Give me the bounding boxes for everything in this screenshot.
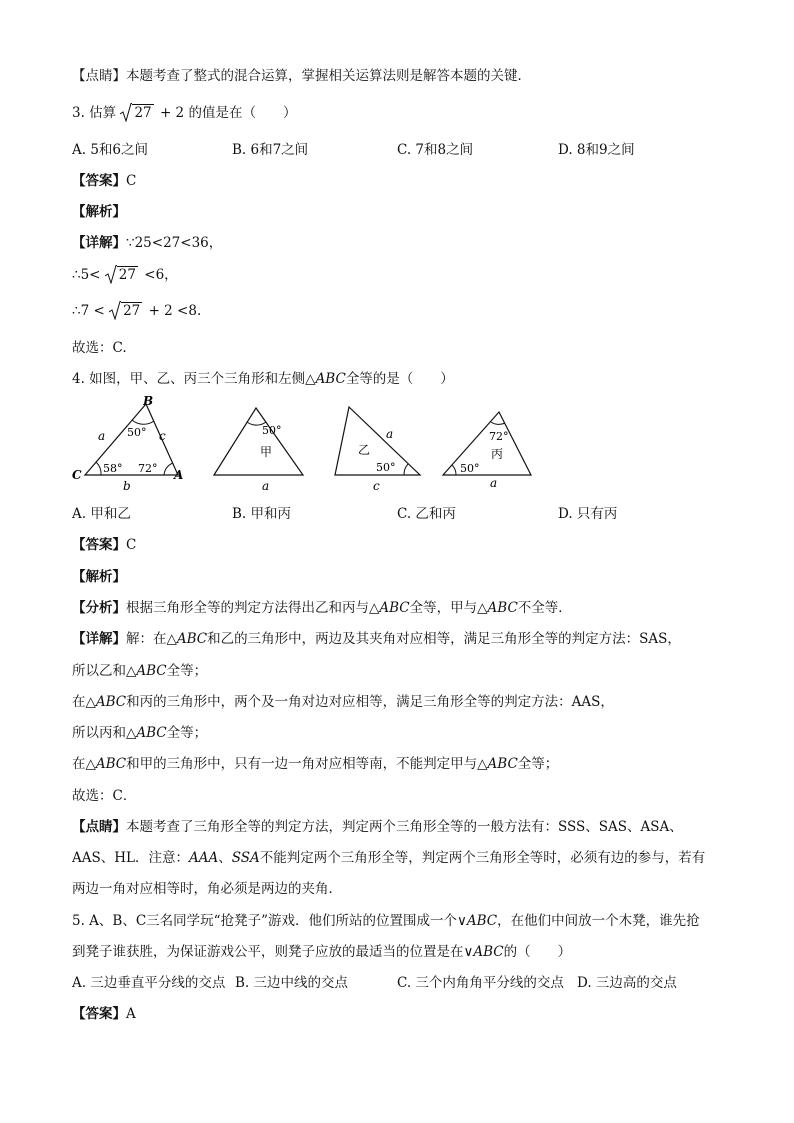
- q5-text: ，在他们中间放一个木凳，谁先抢: [497, 913, 700, 929]
- detail-text: 全等；: [166, 663, 208, 679]
- question-4: [72, 370, 454, 388]
- vertex-a-label: A: [174, 468, 184, 482]
- detail-text: ∵25<27<36，: [126, 235, 223, 251]
- fenxi-label: 【分析】: [72, 600, 126, 616]
- triangle-name: ABC: [487, 756, 518, 772]
- q3-option-d: D. 8和9之间: [558, 142, 635, 158]
- radical-sign-icon: [109, 301, 121, 320]
- yi-side-c-label: c: [373, 479, 380, 493]
- radical-sign-icon: [120, 103, 132, 122]
- bing-name: 丙: [491, 447, 504, 461]
- detail-text: 和乙的三角形中，两边及其夹角对应相等，满足三角形全等的判定方法：SAS，: [207, 631, 681, 647]
- q4-fenxi: [72, 599, 572, 617]
- q4-analysis-label: [72, 568, 126, 586]
- q5-option-d: D. 三边高的交点: [577, 975, 677, 991]
- triangle-bing: [443, 412, 531, 490]
- dianjing-text: SSA: [231, 850, 260, 866]
- q4-option-a: A. 甲和乙: [72, 506, 131, 522]
- q5-option-c: C. 三个内角角平分线的交点: [397, 975, 564, 991]
- q3-detail-3: [72, 302, 201, 320]
- dianjing-text: 不能判定两个三角形全等，判定两个三角形全等时，必须有边的参与，若有: [259, 850, 706, 866]
- triangles-figure: [0, 390, 794, 500]
- bing-angle-left-label: 50°: [460, 462, 480, 475]
- q4-detail-3: [72, 693, 614, 711]
- analysis-label: 【解析】: [72, 569, 126, 585]
- q3-option-c: C. 7和8之间: [397, 142, 474, 158]
- q3-option-a: A. 5和6之间: [72, 142, 149, 158]
- fenxi-text: 根据三角形全等的判定方法得出乙和丙与△: [126, 600, 380, 616]
- detail-text: 在△: [72, 756, 96, 772]
- triangle-name: ∨ABC: [456, 913, 498, 929]
- yi-name: 乙: [358, 443, 371, 457]
- dianjing-text: 【点睛】本题考查了整式的混合运算，掌握相关运算法则是解答本题的关键．: [72, 68, 531, 84]
- detail-text: ∴7 <: [72, 303, 105, 319]
- angle-b-label: 50°: [127, 426, 147, 439]
- angle-a-label: 72°: [138, 462, 158, 475]
- vertex-c-label: C: [72, 468, 82, 482]
- q4-detail-2: [72, 662, 207, 680]
- q4-detail-5: [72, 755, 558, 773]
- q5-option-a: A. 三边垂直平分线的交点: [72, 975, 226, 991]
- q3-selection: 故选：C.: [72, 340, 127, 356]
- triangle-jia: [214, 408, 303, 493]
- q4-option-c: C. 乙和丙: [397, 506, 456, 522]
- answer-value: C: [126, 537, 137, 553]
- question-5-line-1: [72, 912, 700, 930]
- q5-text: 到凳子谁获胜，为保证游戏公平，则凳子应放的最适当的位置是在: [72, 944, 464, 960]
- q4-text: 4. 如图，甲、乙、丙三个三角形和左侧△: [72, 371, 316, 387]
- q3-analysis-label: [72, 203, 126, 221]
- q4-selection: 故选：C．: [72, 788, 137, 804]
- q4-text: 全等的是（ ）: [345, 371, 454, 387]
- sqrt-expression: [120, 104, 153, 122]
- fenxi-text: 全等，甲与△: [409, 600, 488, 616]
- q4-option-b: B. 甲和丙: [232, 506, 292, 522]
- side-b-label: b: [123, 479, 131, 493]
- q3-suffix: 的值是在（ ）: [188, 105, 297, 121]
- detail-label: 【详解】: [72, 631, 126, 647]
- q3-prefix: 3. 估算: [72, 105, 117, 121]
- note-line: [72, 67, 531, 85]
- triangle-name: ABC: [487, 600, 518, 616]
- q4-dianjing-1: [72, 818, 683, 836]
- detail-text: 和丙的三角形中，两个及一角对边对应相等，满足三角形全等的判定方法：AAS，: [126, 694, 614, 710]
- side-c-label: c: [159, 429, 166, 443]
- dianjing-text: AAA: [189, 850, 219, 866]
- answer-value: C: [126, 173, 137, 189]
- triangle-name: ABC: [379, 600, 410, 616]
- triangle-name: ABC: [136, 663, 167, 679]
- q3-detail-2: [72, 266, 178, 284]
- answer-label: 【答案】: [72, 537, 126, 553]
- q5-answer: [72, 1005, 136, 1023]
- angle-c-label: 58°: [103, 462, 123, 475]
- detail-text: 和甲的三角形中，只有一边一角对应相等南，不能判定甲与△: [126, 756, 488, 772]
- q5-option-b: B. 三边中线的交点: [235, 975, 349, 991]
- jia-angle-label: 50°: [262, 424, 282, 437]
- fenxi-text: 不全等．: [517, 600, 572, 616]
- triangle-name: ABC: [315, 371, 346, 387]
- detail-text: 在△: [72, 694, 96, 710]
- yi-side-a-label: a: [386, 427, 394, 441]
- analysis-label: 【解析】: [72, 204, 126, 220]
- jia-side-label: a: [262, 479, 270, 493]
- detail-text: 所以丙和△: [72, 725, 137, 741]
- side-a-label: a: [98, 429, 106, 443]
- radicand: 27: [118, 267, 136, 283]
- answer-label: 【答案】: [72, 173, 126, 189]
- dianjing-label: 【点睛】: [72, 819, 126, 835]
- triangle-yi: [335, 407, 420, 493]
- sqrt-expression: [105, 266, 138, 284]
- q4-dianjing-2: [72, 849, 705, 867]
- q5-text: 的（ ）: [503, 944, 572, 960]
- detail-text: 全等；: [166, 725, 208, 741]
- bing-angle-top-label: 72°: [489, 430, 509, 443]
- q5-text: 5. A、B、C三名同学玩“抢凳子”游戏．他们所站的位置围成一个: [72, 913, 457, 929]
- jia-name: 甲: [260, 445, 273, 459]
- detail-text: + 2 <8.: [148, 303, 202, 319]
- q3-answer: [72, 172, 136, 190]
- triangle-name: ABC: [136, 725, 167, 741]
- radical-sign-icon: [105, 265, 117, 284]
- q3-detail-1: [72, 234, 222, 252]
- triangle-name: ∨ABC: [463, 944, 504, 960]
- triangle-name: ABC: [95, 756, 127, 772]
- answer-label: 【答案】: [72, 1006, 126, 1022]
- dianjing-text: 、: [218, 850, 232, 866]
- triangle-abc: [72, 394, 183, 493]
- question-5-line-2: [72, 943, 571, 961]
- q4-answer: [72, 536, 136, 554]
- yi-angle-label: 50°: [376, 461, 396, 474]
- question-3: [72, 104, 296, 122]
- q3-plus: + 2: [159, 105, 185, 121]
- q4-dianjing-3: 两边一角对应相等时，角必须是两边的夹角．: [72, 881, 342, 897]
- q4-detail-4: [72, 724, 207, 742]
- sqrt-expression: [109, 302, 142, 320]
- vertex-b-label: B: [143, 394, 154, 408]
- q4-option-d: D. 只有丙: [558, 506, 618, 522]
- triangle-name: ABC: [95, 694, 127, 710]
- q4-detail-1: [72, 630, 681, 648]
- triangle-name: ABC: [176, 631, 208, 647]
- detail-text: 解：在△: [126, 631, 177, 647]
- detail-text: 所以乙和△: [72, 663, 137, 679]
- dianjing-text: 本题考查了三角形全等的判定方法，判定两个三角形全等的一般方法有：SSS、SAS、ASA、: [126, 819, 683, 835]
- detail-label: 【详解】: [72, 235, 126, 251]
- detail-text: 全等；: [517, 756, 559, 772]
- dianjing-text: AAS、HL．注意：: [72, 850, 189, 866]
- answer-value: A: [126, 1006, 136, 1022]
- detail-text: <6，: [144, 267, 178, 283]
- bing-side-label: a: [490, 476, 498, 490]
- q3-option-b: B. 6和7之间: [232, 142, 309, 158]
- radicand: 27: [134, 105, 152, 121]
- detail-text: ∴5<: [72, 267, 101, 283]
- radicand: 27: [123, 303, 141, 319]
